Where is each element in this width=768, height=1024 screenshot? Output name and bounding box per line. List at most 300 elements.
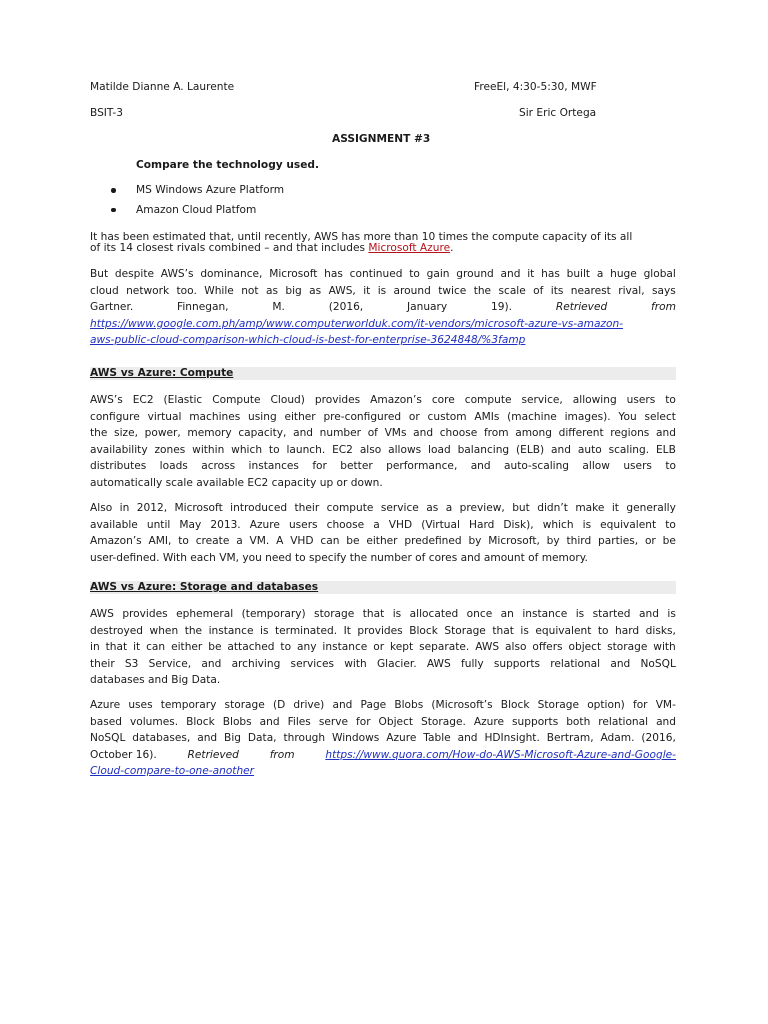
word: Object	[378, 715, 414, 728]
word: Adam.	[600, 732, 635, 745]
word: fully	[461, 657, 484, 670]
word: to	[597, 624, 609, 637]
word: scale	[498, 284, 526, 297]
word: which	[231, 443, 263, 456]
computerworld-url-line-1	[90, 316, 676, 333]
word: attached	[227, 641, 275, 654]
dominance-paragraph	[90, 266, 676, 349]
justified-line	[90, 425, 676, 442]
word: instances	[248, 460, 299, 473]
word: for	[312, 460, 327, 473]
word: and	[413, 427, 434, 440]
dominance-line-3	[90, 299, 676, 316]
word: with	[653, 641, 676, 654]
word: a	[445, 502, 453, 514]
word: and	[610, 657, 631, 670]
word: network	[126, 284, 170, 297]
word: global	[643, 268, 676, 280]
word: A	[276, 535, 284, 548]
word: Disk),	[503, 518, 534, 531]
word: and	[638, 608, 659, 620]
section-label: BSIT-3	[90, 107, 123, 119]
word: preview,	[459, 502, 505, 514]
word: Files	[287, 715, 311, 728]
word: provides	[357, 624, 403, 637]
word: destroyed	[90, 624, 144, 637]
word: choose	[326, 518, 365, 531]
word: supports	[493, 657, 541, 670]
word: auto	[577, 443, 602, 456]
word: Bertram,	[546, 732, 594, 745]
word: to	[178, 535, 189, 548]
word: to	[280, 641, 292, 654]
word: S3	[124, 657, 139, 670]
word: capacity,	[238, 427, 287, 440]
word: Service,	[148, 657, 192, 670]
word: be	[662, 535, 676, 548]
word: virtual	[147, 410, 182, 423]
word: instance	[522, 608, 568, 620]
word: that	[105, 641, 128, 654]
word: VM-	[655, 699, 676, 711]
word: databases,	[132, 732, 191, 745]
word: auto-scaling	[504, 460, 570, 473]
word: is	[575, 608, 585, 620]
word: through	[283, 732, 326, 745]
word: the	[184, 624, 203, 637]
word: VHD	[388, 518, 413, 531]
word: to	[665, 394, 676, 406]
word: gain	[426, 268, 450, 280]
word: has	[541, 268, 560, 280]
word: generally	[626, 502, 676, 514]
word: for	[632, 699, 648, 711]
word: and	[500, 268, 521, 280]
word: Azure	[386, 732, 417, 745]
word: Data,	[247, 732, 277, 745]
justified-line	[90, 639, 676, 656]
compute-paragraph-1	[90, 392, 676, 492]
word: and	[655, 427, 676, 440]
word: size,	[114, 427, 138, 440]
word: be	[346, 535, 360, 548]
word: predefined	[404, 535, 462, 548]
word: when	[149, 624, 179, 637]
word: once	[466, 608, 493, 620]
word: compute	[326, 502, 374, 514]
word: availability	[90, 443, 148, 456]
word: AMI,	[148, 535, 172, 548]
word: kept	[390, 641, 414, 654]
word: parties,	[598, 535, 639, 548]
word: that	[362, 608, 385, 620]
word: images).	[564, 410, 611, 423]
word: select	[644, 410, 676, 423]
word: core	[431, 394, 455, 406]
list-item: Amazon Cloud Platfom	[108, 203, 284, 223]
word: Finnegan,	[177, 301, 229, 314]
word: allocated	[409, 608, 459, 620]
word: introduced	[230, 502, 288, 514]
section-heading-compute: AWS vs Azure: Compute	[90, 367, 676, 380]
word: but	[512, 502, 530, 514]
word: storage	[314, 608, 355, 620]
word: until	[146, 518, 171, 531]
word: service,	[521, 394, 563, 406]
word: to	[665, 460, 676, 473]
last-line: user-defined. With each VM, you need to specify the number of cores and amount of memory.	[90, 551, 588, 564]
word: equivalent	[535, 624, 592, 637]
justified-line	[90, 392, 676, 409]
word: says	[651, 284, 676, 297]
word: and	[332, 699, 353, 711]
quora-url-line-2	[90, 763, 676, 780]
word: their	[90, 657, 115, 670]
word: a	[236, 535, 243, 548]
microsoft-azure-link[interactable]: Microsoft Azure	[368, 242, 451, 254]
word: (machine	[507, 410, 557, 423]
word: using	[248, 410, 277, 423]
word: Block	[500, 699, 530, 711]
word: Cloud)	[270, 394, 305, 406]
citation-line: October 16). Retrieved from https://www.quora.com/How-do-AWS-Microsoft-Azure-and-Google-	[90, 747, 676, 764]
word: machines	[189, 410, 241, 423]
word: separate.	[419, 641, 470, 654]
last-line: automatically scale available EC2 capacity up or down.	[90, 476, 383, 489]
word: (temporary)	[241, 608, 306, 620]
word: service	[380, 502, 419, 514]
word: M.	[272, 301, 285, 314]
word: Big	[224, 732, 241, 745]
word: built	[566, 268, 591, 280]
word: Glacier.	[376, 657, 417, 670]
section-heading-storage: AWS vs Azure: Storage and databases	[90, 581, 676, 594]
quora-link-cont[interactable]: Cloud-compare-to-one-another	[90, 765, 255, 778]
word: twice	[438, 284, 467, 297]
word: hard	[615, 624, 640, 637]
word: performance,	[386, 460, 458, 473]
word: uses	[128, 699, 153, 711]
word: and	[656, 715, 676, 728]
dominance-line-2	[90, 283, 676, 300]
word: temporary	[160, 699, 217, 711]
word: Storage.	[421, 715, 466, 728]
word: create	[195, 535, 230, 548]
word: started	[592, 608, 631, 620]
word: Block	[186, 715, 215, 728]
justified-line	[90, 533, 676, 550]
word: rival,	[618, 284, 645, 297]
bullet-icon	[111, 208, 116, 213]
word: not	[241, 284, 259, 297]
word: or	[408, 410, 420, 423]
word: relational	[550, 657, 601, 670]
word: Compute	[212, 394, 261, 406]
word: among	[515, 427, 552, 440]
word: Retrieved	[555, 301, 608, 314]
word: disks,	[645, 624, 676, 637]
word: Hard	[468, 518, 495, 531]
word: choose	[439, 427, 478, 440]
word: in	[90, 641, 100, 654]
word: allows	[388, 443, 422, 456]
word: of	[367, 427, 378, 440]
word: any	[297, 641, 317, 654]
justified-line	[90, 442, 676, 459]
word: AWS	[475, 641, 500, 654]
word: ground	[456, 268, 494, 280]
justified-line	[90, 730, 676, 747]
word: AWS,	[328, 284, 356, 297]
word: has	[324, 268, 343, 280]
word: NoSQL	[90, 732, 126, 745]
word: third	[566, 535, 592, 548]
word: VM.	[249, 535, 270, 548]
storage-paragraph-2	[90, 697, 676, 780]
justified-line	[90, 714, 676, 731]
word: to	[409, 268, 420, 280]
word: instance	[208, 624, 254, 637]
word: continued	[349, 268, 403, 280]
word: (Microsoft’s	[431, 699, 493, 711]
word: VHD	[290, 535, 314, 548]
word: the	[473, 284, 492, 297]
word: a	[373, 518, 380, 531]
word: (2016,	[641, 732, 676, 745]
word: an	[500, 608, 514, 620]
word: (D	[272, 699, 286, 711]
word: Blobs	[222, 715, 252, 728]
word: supports	[512, 715, 559, 728]
word: storage	[607, 641, 648, 654]
word: of	[533, 284, 544, 297]
word: equivalent	[600, 518, 657, 531]
word: volumes.	[129, 715, 179, 728]
justified-line	[90, 458, 676, 475]
word: AWS	[90, 608, 114, 620]
word: despite	[114, 268, 155, 280]
word: their	[294, 502, 320, 514]
word: configure	[90, 410, 140, 423]
word: within	[192, 443, 225, 456]
word: available	[90, 518, 138, 531]
word: across	[201, 460, 236, 473]
word: It	[343, 624, 351, 637]
word: as	[309, 284, 322, 297]
word: and	[201, 657, 222, 670]
word: AWS	[426, 657, 451, 670]
word: or	[373, 641, 385, 654]
intro-line-1: It has been estimated that, until recently, AWS has more than 10 times the compute capacity of its all	[90, 231, 633, 243]
word: too.	[176, 284, 197, 297]
word: compute	[464, 394, 512, 406]
word: AWS’s	[90, 394, 123, 406]
word: HDInsight.	[484, 732, 540, 745]
word: Azure	[249, 518, 280, 531]
assignment-title: ASSIGNMENT #3	[332, 133, 431, 145]
word: But	[90, 268, 109, 280]
word: EC2	[332, 443, 353, 456]
word: Gartner.	[90, 301, 134, 314]
word: NoSQL	[640, 657, 676, 670]
word: May	[179, 518, 202, 531]
justified-line	[90, 606, 676, 623]
word: different	[558, 427, 604, 440]
word: storage	[224, 699, 265, 711]
word: also	[359, 443, 382, 456]
word: and	[551, 443, 571, 456]
word: 2012,	[136, 502, 168, 514]
justified-line	[90, 697, 676, 714]
word: launch.	[286, 443, 326, 456]
word: Block	[409, 624, 438, 637]
word: to	[268, 443, 280, 456]
word: to	[665, 518, 676, 531]
platform-list	[108, 183, 284, 222]
word: AMIs	[474, 410, 500, 423]
word: ELB	[655, 443, 676, 456]
word: as	[265, 284, 278, 297]
word: custom	[427, 410, 467, 423]
word: in	[119, 502, 130, 514]
word: can	[146, 641, 166, 654]
computerworld-link[interactable]: https://www.google.com.ph/amp/www.computerworlduk.com/it-vendors/microsoft-azure-vs-amazon-	[90, 317, 624, 330]
word: Windows	[332, 732, 380, 745]
storage-paragraph-1	[90, 606, 676, 689]
word: users	[288, 518, 318, 531]
word: Page	[360, 699, 387, 711]
word: Microsoft	[269, 268, 318, 280]
word: and	[259, 715, 280, 728]
word: or	[644, 535, 656, 548]
word: it	[363, 284, 371, 297]
word: and	[470, 460, 491, 473]
word: regions	[610, 427, 650, 440]
word: a	[596, 268, 604, 280]
quora-link[interactable]: https://www.quora.com/How-do-AWS-Microsoft-Azure-and-Google-	[325, 748, 676, 761]
word: either	[284, 410, 316, 423]
word: make	[575, 502, 605, 514]
word: is	[377, 284, 387, 297]
word: drive)	[293, 699, 325, 711]
word: which	[542, 518, 574, 531]
word: from	[651, 301, 676, 314]
word: and	[293, 427, 314, 440]
word: archiving	[231, 657, 281, 670]
word: instance	[322, 641, 368, 654]
word: from	[483, 427, 509, 440]
word: You	[618, 410, 637, 423]
word: object	[568, 641, 602, 654]
word: nearest	[570, 284, 611, 297]
word: serve	[318, 715, 348, 728]
word: (Virtual	[421, 518, 460, 531]
instructor-name: Sir Eric Ortega	[519, 107, 597, 119]
word: the	[90, 427, 108, 440]
word: scaling.	[608, 443, 650, 456]
word: is	[260, 624, 269, 637]
word: services	[290, 657, 335, 670]
word: Microsoft,	[488, 535, 540, 548]
word: Microsoft	[174, 502, 223, 514]
word: by	[546, 535, 560, 548]
word: is	[392, 608, 402, 620]
word: it	[611, 502, 619, 514]
word: allowing	[572, 394, 617, 406]
word: is	[667, 608, 676, 620]
word: that	[492, 624, 514, 637]
word: Amazon’s	[90, 535, 142, 548]
compute-paragraph-2	[90, 500, 676, 566]
word: provides	[314, 394, 361, 406]
word: it	[133, 641, 141, 654]
word: VMs	[384, 427, 407, 440]
word: memory	[187, 427, 232, 440]
computerworld-url-line-2	[90, 332, 676, 349]
word: cloud	[90, 284, 119, 297]
word: 19).	[491, 301, 512, 314]
word: number	[319, 427, 362, 440]
word: (ELB)	[516, 443, 545, 456]
word: Blobs	[394, 699, 424, 711]
word: big	[285, 284, 302, 297]
word: distributes	[90, 460, 147, 473]
word: both	[566, 715, 591, 728]
word: it	[527, 268, 535, 280]
word: ephemeral	[176, 608, 234, 620]
word: either	[171, 641, 203, 654]
justified-line	[90, 500, 676, 517]
word: either	[366, 535, 398, 548]
computerworld-link-cont[interactable]: aws-public-cloud-comparison-which-cloud-is-best-for-enterprise-3624848/%3famp	[90, 334, 526, 347]
word: pre-configured	[323, 410, 402, 423]
word: Storage	[444, 624, 486, 637]
word: Table	[423, 732, 451, 745]
word: (Elastic	[163, 394, 203, 406]
word: Azure	[90, 699, 121, 711]
word: option)	[587, 699, 625, 711]
word: is	[520, 624, 529, 637]
word: around	[393, 284, 431, 297]
justified-line	[90, 656, 676, 673]
word: January	[407, 301, 448, 314]
word: relational	[598, 715, 649, 728]
word: Also	[90, 502, 113, 514]
word: better	[340, 460, 373, 473]
word: dominance,	[200, 268, 263, 280]
word: as	[426, 502, 439, 514]
dominance-line-1	[90, 266, 676, 283]
word: balancing	[457, 443, 510, 456]
word: Storage	[537, 699, 580, 711]
bullet-icon	[111, 188, 116, 193]
word: didn’t	[537, 502, 568, 514]
word: Amazon’s	[370, 394, 422, 406]
word: While	[204, 284, 234, 297]
assignment-subtitle: Compare the technology used.	[136, 159, 320, 171]
word: and	[457, 732, 478, 745]
justified-line	[90, 409, 676, 426]
word: (2016,	[328, 301, 364, 314]
list-item: MS Windows Azure Platform	[108, 183, 284, 203]
word: with	[344, 657, 367, 670]
word: based	[90, 715, 122, 728]
class-schedule: FreeEl, 4:30-5:30, MWF	[474, 81, 597, 93]
word: zones	[154, 443, 186, 456]
word: Azure	[473, 715, 505, 728]
word: is	[582, 518, 592, 531]
word: for	[355, 715, 371, 728]
